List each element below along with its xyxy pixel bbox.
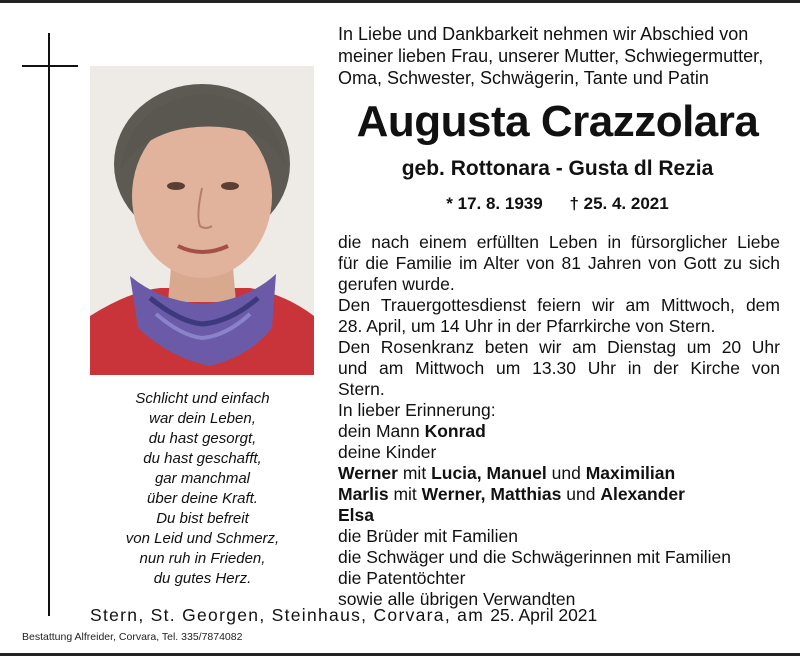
intro-line: meiner lieben Frau, unserer Mutter, Schwiegermutter, xyxy=(338,46,764,66)
poem-line: du hast geschafft, xyxy=(143,450,262,467)
poem-line: nun ruh in Frieden, xyxy=(139,550,266,567)
mourner-line: sowie alle übrigen Verwandten xyxy=(338,589,576,609)
intro-line: In Liebe und Dankbarkeit nehmen wir Abschied von xyxy=(338,24,749,44)
body-line: Den Rosenkranz beten wir am Dienstag um 20 Uhr xyxy=(338,337,780,357)
mourners-heading: In lieber Erinnerung: xyxy=(338,400,496,420)
body-line: 28. April, um 14 Uhr in der Pfarrkirche von Stern. xyxy=(338,316,716,336)
mourner-line: die Patentöchter xyxy=(338,568,466,588)
poem-line: du hast gesorgt, xyxy=(148,430,257,447)
child-family: Werner, Matthias xyxy=(421,484,562,504)
mourner-line: die Schwäger und die Schwägerinnen mit Familien xyxy=(338,547,731,567)
mourner-line-child xyxy=(338,463,780,484)
child-family: Alexander xyxy=(600,484,685,504)
mourner-line-child xyxy=(338,505,780,526)
body-line: gerufen wurde. xyxy=(338,274,455,294)
poem-line: du gutes Herz. xyxy=(153,570,252,587)
children-label: deine Kinder xyxy=(338,442,437,462)
poem-line: gar manchmal xyxy=(154,470,251,487)
husband-prefix: dein Mann xyxy=(338,421,420,441)
poem-line: Schlicht und einfach xyxy=(135,390,270,407)
mourner-line-child xyxy=(338,484,780,505)
poem xyxy=(80,389,325,589)
body-line: Stern. xyxy=(338,379,385,399)
child-family: Maximilian xyxy=(585,463,676,483)
deceased-birthname: geb. Rottonara - Gusta dl Rezia xyxy=(401,157,714,180)
child-name: Elsa xyxy=(338,505,374,525)
cross-horizontal-bar xyxy=(22,65,78,67)
connector: und xyxy=(551,463,581,483)
death-date: † 25. 4. 2021 xyxy=(569,194,669,213)
announcement-text xyxy=(338,232,780,400)
birth-date: * 17. 8. 1939 xyxy=(446,194,543,213)
intro-line: Oma, Schwester, Schwägerin, Tante und Patin xyxy=(338,68,709,88)
body-line: Den Trauergottesdienst feiern wir am Mittwoch, dem xyxy=(338,295,780,315)
poem-line: Du bist befreit xyxy=(156,510,249,527)
child-name: Marlis xyxy=(338,484,389,504)
connector: mit xyxy=(402,463,427,483)
connector: und xyxy=(566,484,596,504)
notice-date: 25. April 2021 xyxy=(490,605,598,625)
deceased-name: Augusta Crazzolara xyxy=(356,97,759,146)
body-line: die nach einem erfüllten Leben in fürsorglicher Liebe xyxy=(338,232,780,252)
places: Stern, St. Georgen, Steinhaus, Corvara, am xyxy=(90,605,485,625)
mourners-list xyxy=(338,400,780,610)
intro-text xyxy=(338,23,783,89)
poem-line: über deine Kraft. xyxy=(147,490,258,507)
place-and-date xyxy=(90,603,790,627)
poem-line: war dein Leben, xyxy=(149,410,256,427)
cross-vertical-bar xyxy=(48,33,50,616)
mourner-line: die Brüder mit Familien xyxy=(338,526,518,546)
connector: mit xyxy=(393,484,417,504)
portrait-photo xyxy=(90,66,314,375)
child-family: Lucia, Manuel xyxy=(431,463,547,483)
husband-name: Konrad xyxy=(424,421,486,441)
funeral-home-footer: Bestattung Alfreider, Corvara, Tel. 335/7874082 xyxy=(22,631,243,643)
child-name: Werner xyxy=(338,463,398,483)
poem-line: von Leid und Schmerz, xyxy=(125,530,280,547)
body-line: für die Familie im Alter von 81 Jahren von Gott zu sich xyxy=(338,253,780,273)
life-dates xyxy=(330,192,785,216)
mourner-line-husband xyxy=(338,421,780,442)
body-line: und am Mittwoch um 13.30 Uhr in der Kirche von xyxy=(338,358,780,378)
